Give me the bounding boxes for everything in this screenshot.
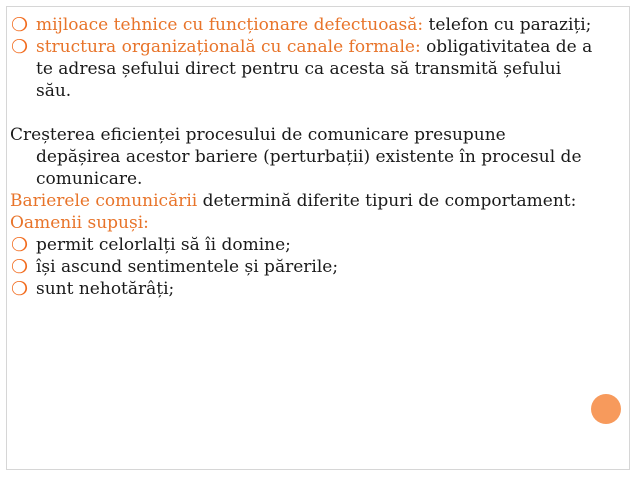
bullet-text: permit celorlalți să îi domine; [36, 235, 291, 255]
section-heading: Oamenii supuși: [10, 213, 149, 233]
bullet-text: obligativitatea de a te adresa șefului direct pentru ca acesta să transmită șefului său. [36, 37, 593, 101]
slide-content [10, 14, 595, 300]
paragraph-efficiency: Creșterea eficienței procesului de comunicare presupune depășirea acestor bariere (perturbații) existente în procesul de comunicare. [10, 125, 582, 189]
bullet-label: mijloace tehnice cu funcționare defectuoasă: [36, 15, 424, 35]
bullet-item [10, 278, 595, 300]
ring-bullet-icon: ❍ [11, 36, 29, 58]
bullet-text: își ascund sentimentele și părerile; [36, 257, 339, 277]
bullet-item-technical-means [10, 14, 595, 36]
ring-bullet-icon: ❍ [11, 234, 29, 256]
bullet-item [10, 234, 595, 256]
bullet-item [10, 256, 595, 278]
ring-bullet-icon: ❍ [11, 14, 29, 36]
bullet-text: sunt nehotărâți; [36, 279, 175, 299]
spacer [10, 102, 595, 124]
ring-bullet-icon: ❍ [11, 278, 29, 300]
barriers-label: Barierele comunicării [10, 191, 198, 211]
orange-circle-icon [591, 394, 621, 424]
ring-bullet-icon: ❍ [11, 256, 29, 278]
bullet-text: telefon cu paraziți; [423, 15, 592, 35]
bullet-label: structura organizațională cu canale formale: [36, 37, 421, 57]
paragraph-barriers [10, 190, 595, 212]
barriers-text: determină diferite tipuri de comportament: [197, 191, 577, 211]
bullet-item-organizational-structure [10, 36, 595, 102]
